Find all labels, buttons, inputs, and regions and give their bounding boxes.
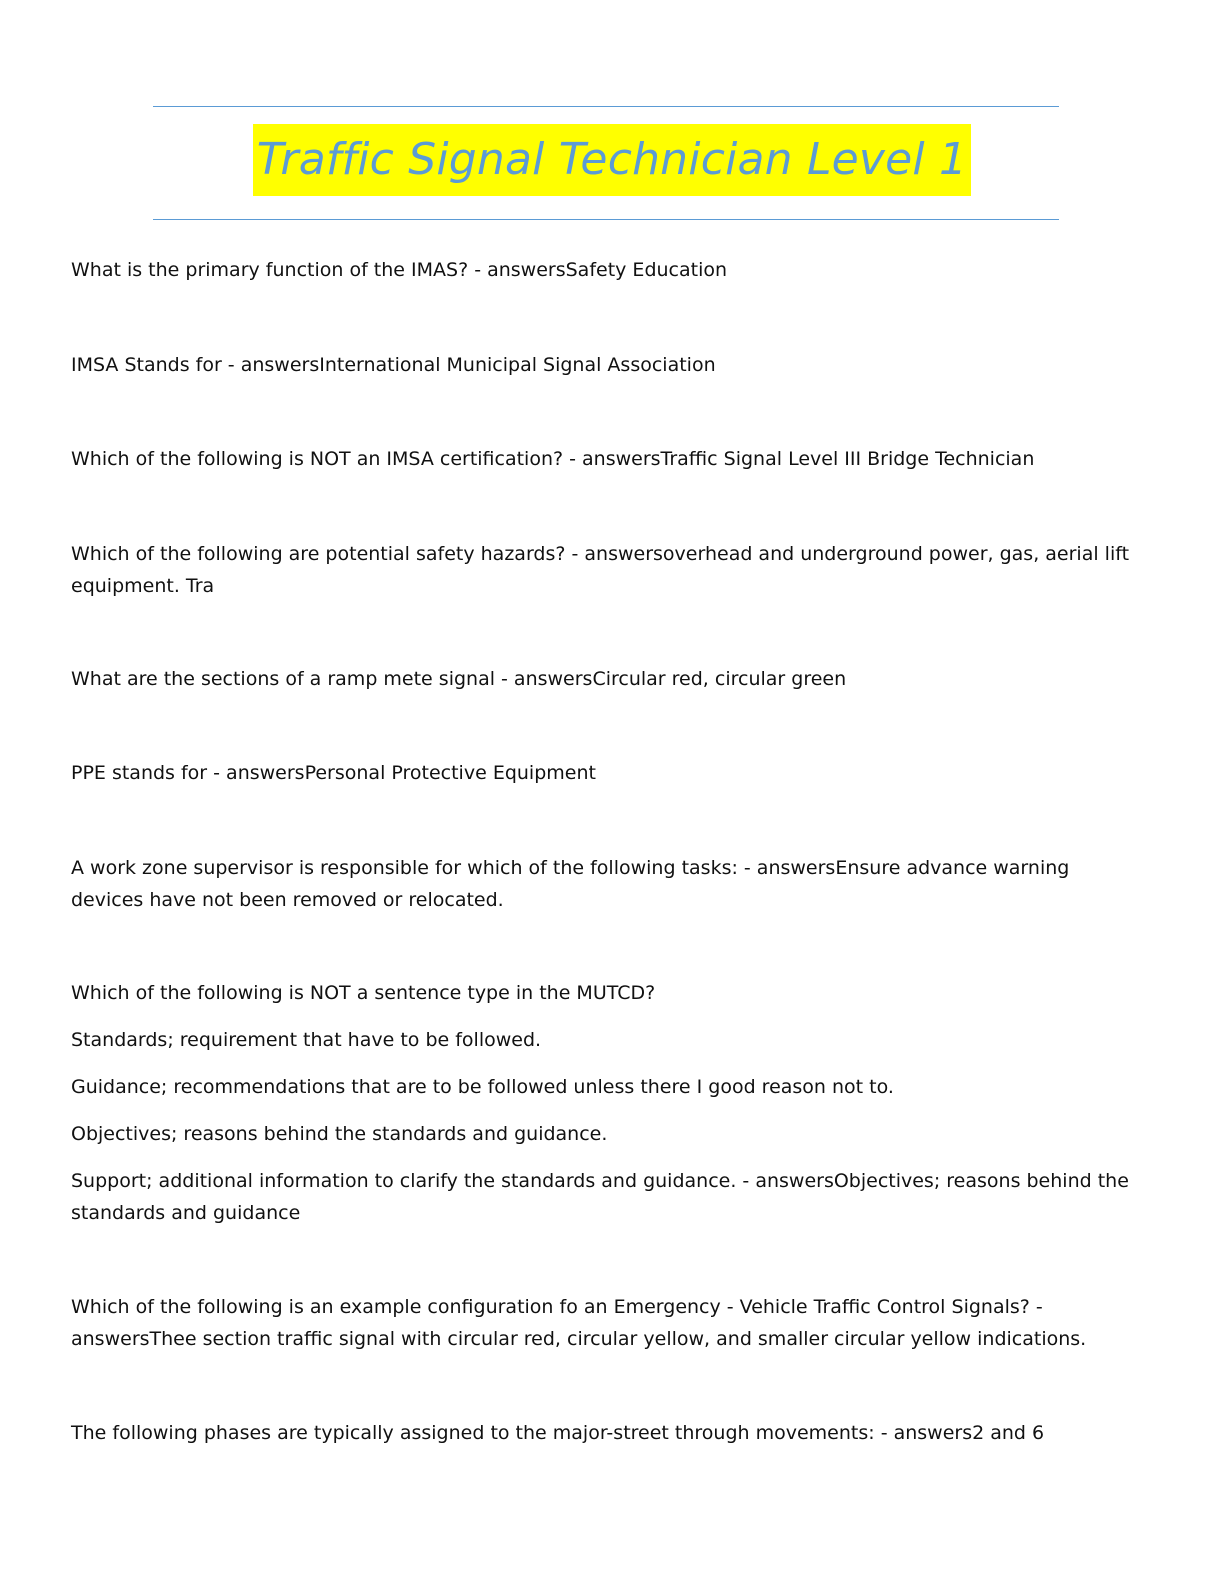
qa-entry-7 <box>71 853 1131 916</box>
qa-entry-line: Objectives; reasons behind the standards and guidance. <box>71 1123 608 1145</box>
qa-entry-text: Which of the following is an example configuration fo an Emergency - Vehicle Traffic Control Signals? - answersThee section traffic signal with circular red, circular yellow, and smaller circular yellow indications. <box>71 1296 1087 1350</box>
document-title: Traffic Signal Technician Level 1 <box>253 124 972 196</box>
qa-entry-line: Standards; requirement that have to be followed. <box>71 1029 542 1051</box>
qa-entry-text: A work zone supervisor is responsible for which of the following tasks: - answersEnsure advance warning devices have not been removed or relocated. <box>71 857 1070 911</box>
title-top-rule <box>153 106 1059 107</box>
qa-entry-10 <box>71 1418 1131 1450</box>
qa-entry-8 <box>71 978 1131 1229</box>
qa-entry-line: Guidance; recommendations that are to be followed unless there I good reason not to. <box>71 1076 894 1098</box>
qa-entry-4 <box>71 539 1131 602</box>
qa-entry-text: PPE stands for - answersPersonal Protective Equipment <box>71 762 596 784</box>
qa-entry-9 <box>71 1292 1131 1355</box>
qa-entry-text: Which of the following are potential safety hazards? - answersoverhead and underground power, gas, aerial lift equipment. Tra <box>71 543 1130 597</box>
qa-entry-text: What are the sections of a ramp mete signal - answersCircular red, circular green <box>71 668 847 690</box>
qa-entry-line: Which of the following is NOT a sentence type in the MUTCD? <box>71 982 656 1004</box>
qa-entry-5 <box>71 664 1131 696</box>
qa-entry-6 <box>71 758 1131 790</box>
qa-entry-text: The following phases are typically assigned to the major-street through movements: - answers2 and 6 <box>71 1422 1045 1444</box>
title-block <box>0 124 1224 196</box>
title-bottom-rule <box>153 219 1059 220</box>
qa-entry-text: IMSA Stands for - answersInternational Municipal Signal Association <box>71 354 716 376</box>
qa-entry-2 <box>71 350 1131 382</box>
qa-entry-1 <box>71 255 1131 287</box>
qa-entry-3 <box>71 444 1131 476</box>
qa-entry-text: Which of the following is NOT an IMSA certification? - answersTraffic Signal Level III Bridge Technician <box>71 448 1035 470</box>
qa-entry-line: Support; additional information to clarify the standards and guidance. - answersObjectives; reasons behind the standards and guidance <box>71 1170 1129 1224</box>
qa-entry-text: What is the primary function of the IMAS? - answersSafety Education <box>71 259 728 281</box>
